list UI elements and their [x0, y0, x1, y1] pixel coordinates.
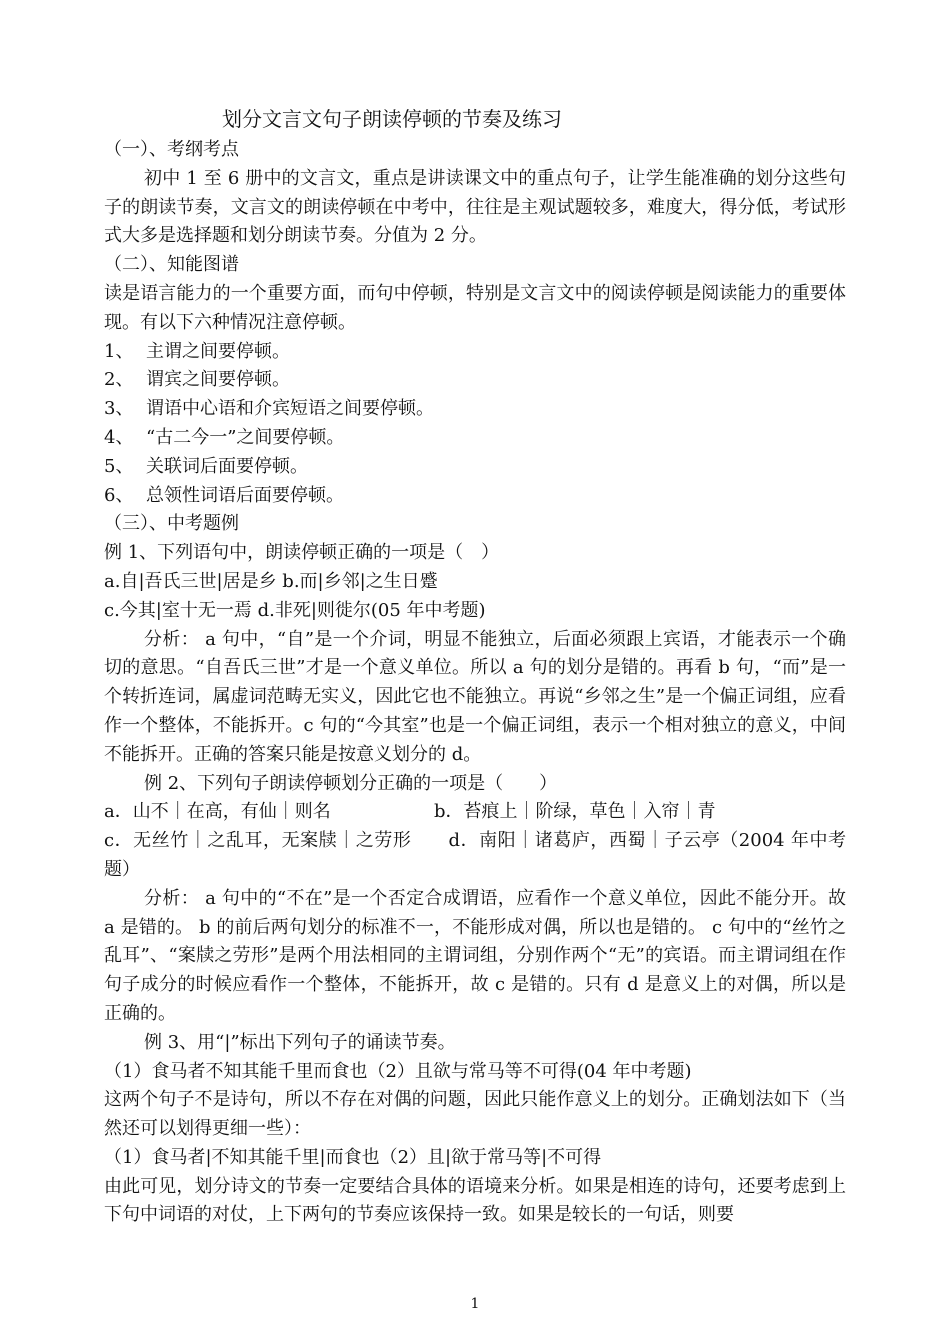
page-number: 1 — [470, 1296, 480, 1312]
example-1-options-cd: c.今其|室十无一焉 d.非死|则徙尔(05 年中考题) — [104, 599, 486, 621]
document-body — [104, 104, 846, 1230]
list-item-text: 谓语中心语和介宾短语之间要停顿。 — [146, 398, 434, 420]
example-2-option-b: b．苔痕上｜阶绿，草色｜入帘｜青 — [434, 801, 716, 823]
example-1-analysis: 分析： a 句中，“自”是一个介词，明显不能独立，后面必须跟上宾语，才能表示一个确切的意思。“自吾氏三世”才是一个意义单位。所以 a 句的划分是错的。再看 b 句，“而”是一个转折连词，属虚词范畴无实义，因此它也不能独立。再说“乡邻之生”是一个偏正词组，应看作一个整体，不能拆开。c 句的“今其室”也是一个偏正词组，表示一个相对独立的意义，中间不能拆开。正确的答案只能是按意义划分的 d。 — [104, 628, 846, 765]
list-item-text: 总领性词语后面要停顿。 — [146, 484, 344, 506]
list-item-number: 1、 — [104, 340, 134, 362]
example-2-analysis: 分析： a 句中的“不在”是一个否定合成谓语，应看作一个意义单位，因此不能分开。故 a 是错的。 b 的前后两句划分的标准不一，不能形成对偶，所以也是错的。 c 句中的“丝竹之乱耳”、“案牍之劳形”是两个用法相同的主谓词组，分别作两个“无”的宾语。而主谓词组在作句子成分的时候应看作一个整体，不能拆开，故 c 是错的。只有 d 是意义上的对偶，所以是正确的。 — [104, 887, 846, 1024]
list-item-number: 6、 — [104, 484, 134, 506]
example-3-sentences: （1）食马者不知其能千里而食也（2）且欲与常马等不可得(04 年中考题) — [104, 1060, 692, 1082]
example-3-question: 例 3、用“|”标出下列句子的诵读节奏。 — [144, 1031, 456, 1053]
section-heading-3: （三）、中考题例 — [104, 513, 239, 535]
knowledge-paragraph: 读是语言能力的一个重要方面，而句中停顿，特别是文言文中的阅读停顿是阅读能力的重要体现。有以下六种情况注意停顿。 — [104, 282, 846, 333]
example-1-question: 例 1、下列语句中，朗读停顿正确的一项是（ ） — [104, 542, 500, 564]
example-1-options-ab: a.自|吾氏三世|居是乡 b.而|乡邻|之生日蹙 — [104, 570, 438, 592]
list-item — [104, 453, 846, 482]
list-item — [104, 395, 846, 424]
list-item-number: 3、 — [104, 398, 134, 420]
example-2-option-a: a．山不｜在高，有仙｜则名 — [104, 801, 331, 823]
list-item-number: 4、 — [104, 426, 134, 448]
exam-scope-paragraph: 初中 1 至 6 册中的文言文，重点是讲读课文中的重点句子，让学生能准确的划分这些句子的朗读节奏，文言文的朗读停顿在中考中，往往是主观试题较多，难度大，得分低，考试形式大多是选择题和划分朗读节奏。分值为 2 分。 — [104, 167, 846, 247]
example-2-options-cd: c．无丝竹｜之乱耳，无案牍｜之劳形 d．南阳｜诸葛庐，西蜀｜子云亭（2004 年中考题） — [104, 830, 846, 880]
example-3-conclusion: 由此可见，划分诗文的节奏一定要结合具体的语境来分析。如果是相连的诗句，还要考虑到上下句中词语的对仗，上下两句的节奏应该保持一致。如果是较长的一句话，则要 — [104, 1175, 846, 1226]
list-item-text: 关联词后面要停顿。 — [146, 455, 308, 477]
section-heading-1: （一）、考纲考点 — [104, 139, 239, 160]
example-2-options-ab — [104, 798, 846, 827]
list-item — [104, 424, 846, 453]
list-item-number: 2、 — [104, 369, 134, 391]
list-item-text: 主谓之间要停顿。 — [146, 340, 290, 362]
example-3-answer: （1）食马者|不知其能千里|而食也（2）且|欲于常马等|不可得 — [104, 1146, 602, 1168]
list-item-text: 谓宾之间要停顿。 — [146, 369, 290, 391]
list-item — [104, 366, 846, 395]
example-3-explanation: 这两个句子不是诗句，所以不存在对偶的问题，因此只能作意义上的划分。正确划法如下（当然还可以划得更细一些）： — [104, 1089, 846, 1140]
list-item — [104, 482, 846, 511]
list-item-text: “古二今一”之间要停顿。 — [146, 426, 345, 448]
section-heading-2: （二）、知能图谱 — [104, 254, 239, 276]
list-item — [104, 338, 846, 367]
list-item-number: 5、 — [104, 455, 134, 477]
example-2-question: 例 2、下列句子朗读停顿划分正确的一项是（ ） — [144, 772, 558, 794]
page-title: 划分文言文句子朗读停顿的节奏及练习 — [222, 107, 562, 131]
